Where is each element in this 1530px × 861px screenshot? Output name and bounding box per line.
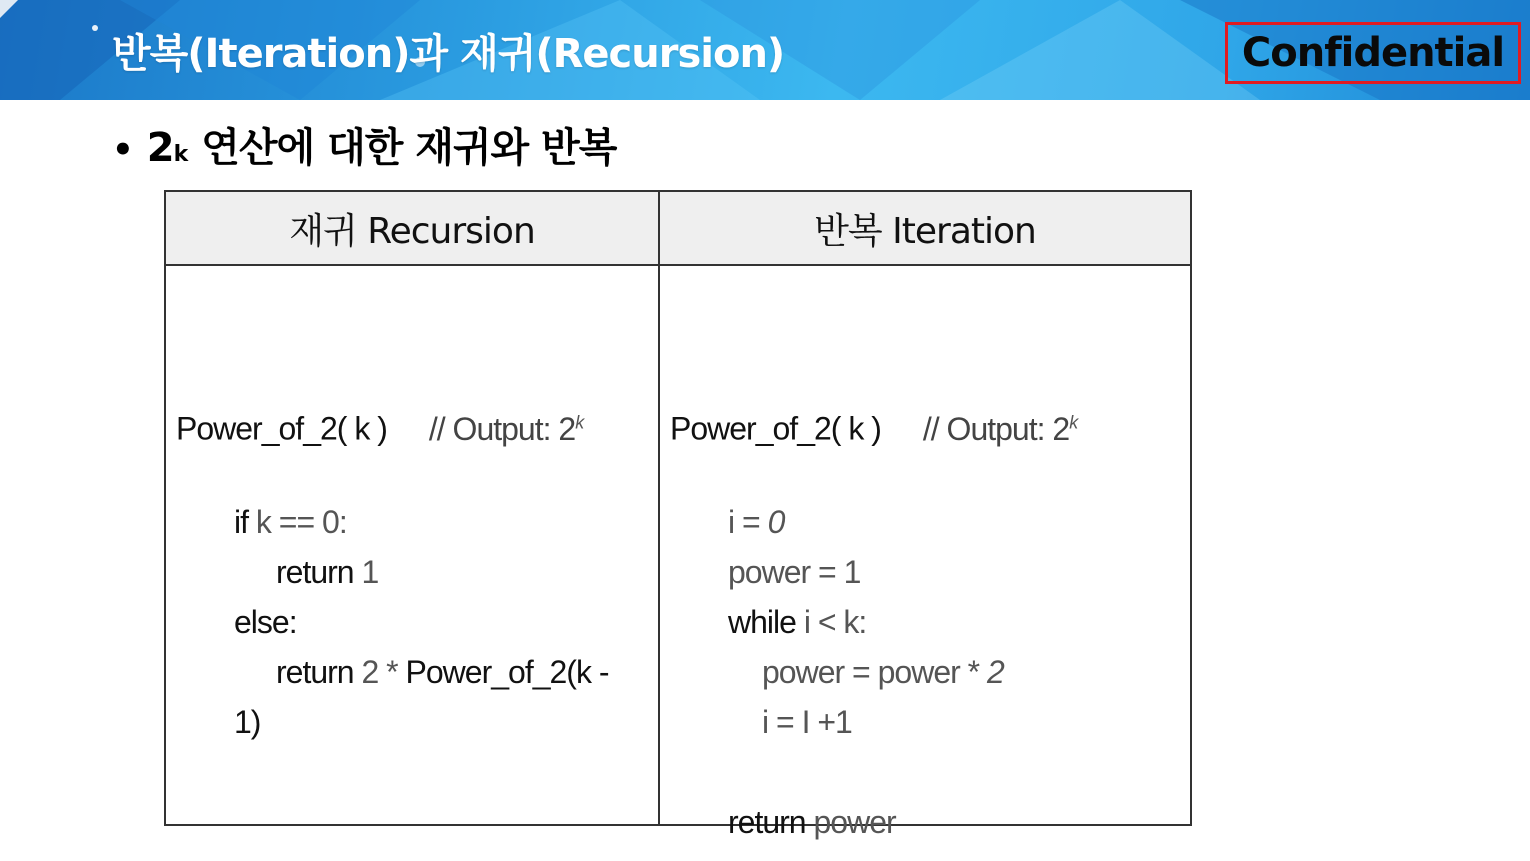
confidential-badge: Confidential <box>1225 22 1521 84</box>
code-line: return 1 <box>276 554 379 590</box>
iteration-code <box>660 266 1190 840</box>
code-line: return power <box>728 804 896 840</box>
bullet: • <box>112 130 133 170</box>
heading-text: 연산에 대한 재귀와 반복 <box>201 125 617 171</box>
code-line: power = 1 <box>728 554 861 590</box>
code-line: while i < k: <box>728 604 867 640</box>
comparison-table <box>164 190 1192 840</box>
header-banner <box>0 0 1530 100</box>
corner-fold-icon <box>0 0 18 18</box>
function-signature: Power_of_2( k ) <box>176 410 387 447</box>
code-line: i = 0 <box>728 504 785 540</box>
heading-base: 2 <box>146 125 174 171</box>
code-line: i = I +1 <box>762 704 852 740</box>
code-line: else: <box>234 604 297 640</box>
code-line: return 2 * Power_of_2(k - <box>276 654 609 690</box>
column-header-iteration: 반복 Iteration <box>659 191 1191 265</box>
code-line <box>670 402 1077 449</box>
code-line: 1) <box>234 704 261 740</box>
code-line: power = power * 2 <box>762 654 1004 690</box>
column-header-recursion: 재귀 Recursion <box>165 191 659 265</box>
code-line <box>176 402 583 449</box>
output-comment: // Output: 2$^k$ <box>428 410 584 447</box>
heading-exponent: k <box>173 142 188 167</box>
slide-title: 반복(Iteration)과 재귀(Recursion) <box>112 31 785 77</box>
iteration-cell <box>659 265 1191 840</box>
recursion-code <box>166 266 658 824</box>
output-comment: // Output: 2$^k$ <box>922 410 1078 447</box>
section-heading <box>112 116 616 173</box>
function-signature: Power_of_2( k ) <box>670 410 881 447</box>
recursion-cell <box>165 265 659 825</box>
code-line: if k == 0: <box>234 504 347 540</box>
